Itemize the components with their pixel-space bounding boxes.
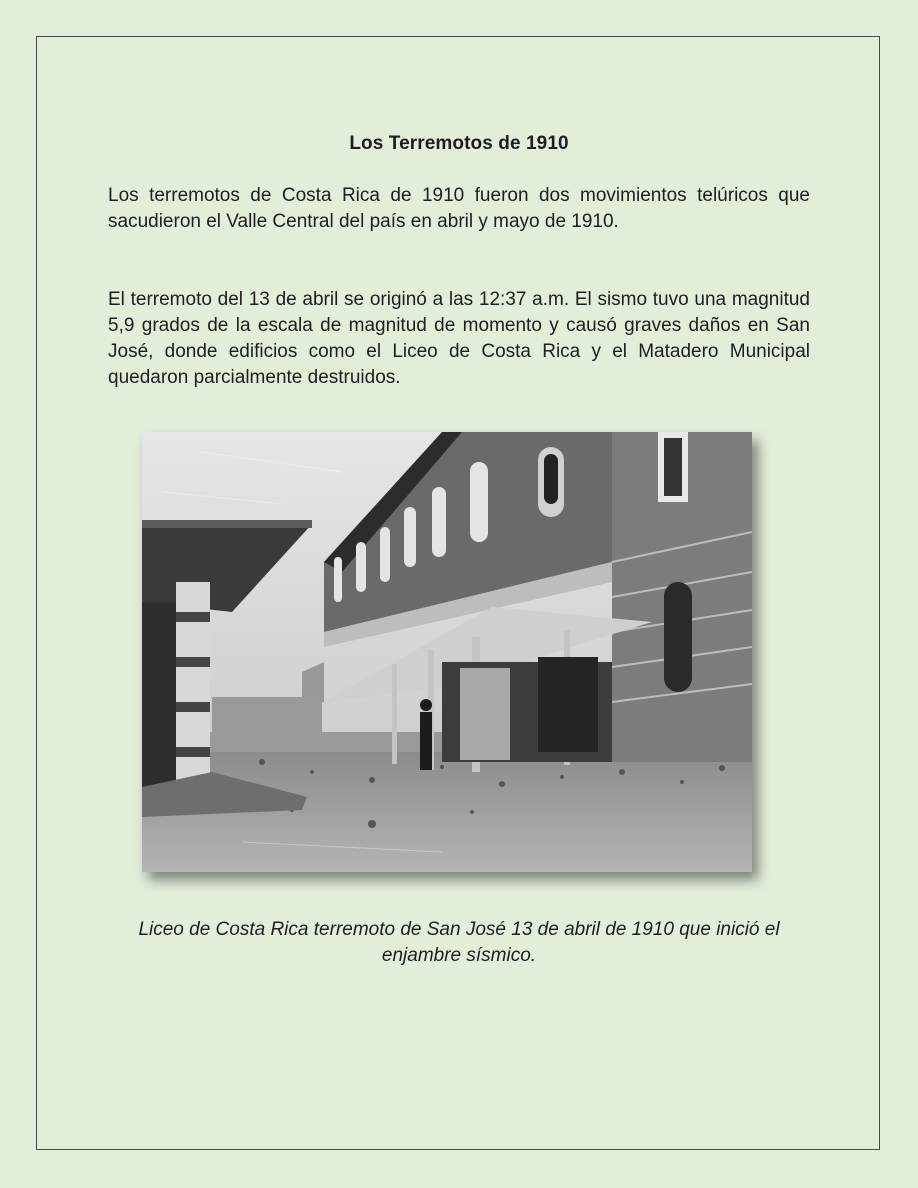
historical-photo <box>142 432 752 872</box>
paragraph-intro: Los terremotos de Costa Rica de 1910 fueron dos movimientos telúricos que sacudieron el Valle Central del país en abril y mayo de 1910. <box>108 185 810 232</box>
figure-caption: Liceo de Costa Rica terremoto de San José 13 de abril de 1910 que inició el enjambre sísmico. <box>138 919 780 966</box>
paragraph-april-quake: El terremoto del 13 de abril se originó a las 12:37 a.m. El sismo tuvo una magnitud 5,9 grados de la escala de magnitud de momento y causó graves daños en San José, donde edificios como el Liceo de Costa Rica y el Matadero Municipal quedaron parcialmente destruidos. <box>108 289 810 388</box>
document-title: Los Terremotos de 1910 <box>349 133 569 154</box>
